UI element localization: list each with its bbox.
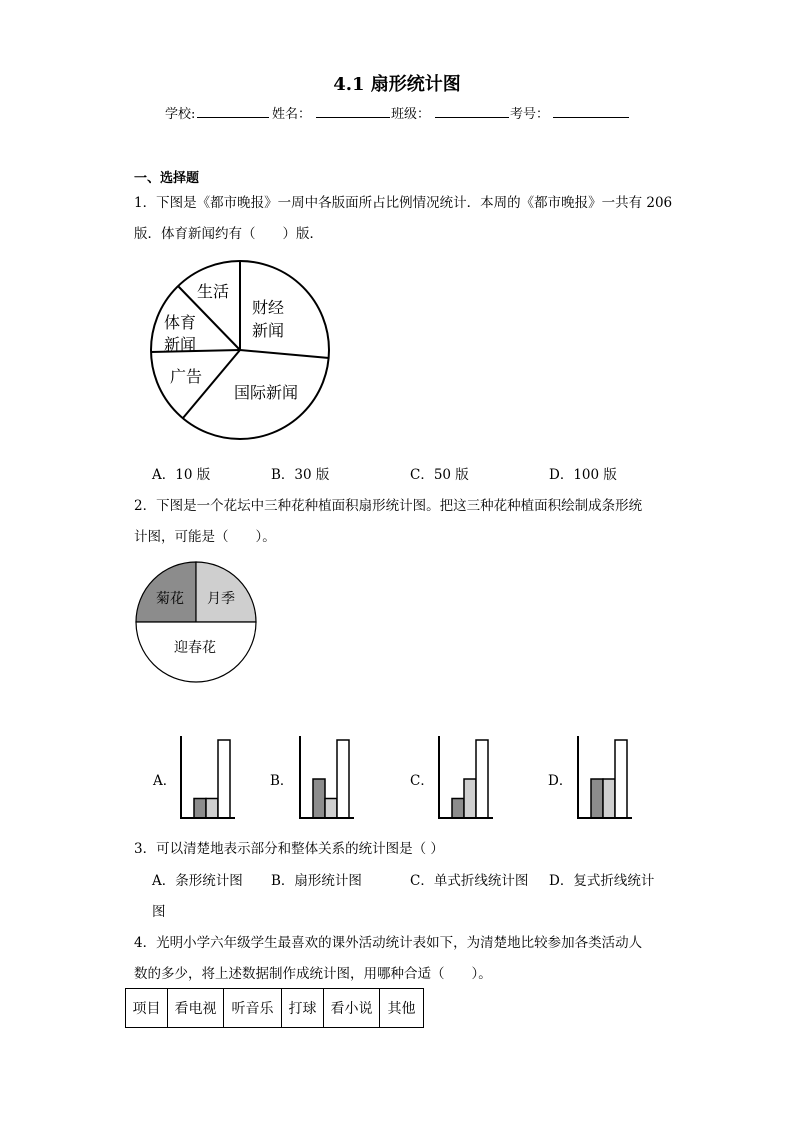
q2-bar-chart-c[interactable] bbox=[436, 736, 496, 820]
q2-bar-chart-d[interactable] bbox=[575, 736, 635, 820]
q2-text-line1: 2．下图是一个花坛中三种花种植面积扇形统计图。把这三种花种植面积绘制成条形统 bbox=[134, 498, 643, 514]
q1-option-c[interactable]: C．50 版 bbox=[410, 467, 469, 483]
page-title: 4.1 扇形统计图 bbox=[333, 74, 461, 95]
q3-option-c[interactable]: C．单式折线统计图 bbox=[410, 873, 529, 889]
q2-bar-chart-a[interactable] bbox=[178, 736, 238, 820]
q1-option-b[interactable]: B．30 版 bbox=[271, 467, 330, 483]
q1-text-line1: 1．下图是《都市晚报》一周中各版面所占比例情况统计．本周的《都市晚报》一共有 206 bbox=[134, 195, 673, 211]
q2-pie-label-juhua: 菊花 bbox=[156, 591, 184, 607]
q3-text-line1: 3．可以清楚地表示部分和整体关系的统计图是（ ） bbox=[134, 841, 444, 857]
q2-option-a[interactable]: A． bbox=[153, 773, 177, 789]
q3-option-d[interactable]: D．复式折线统计 bbox=[549, 873, 655, 889]
q2-pie-label-yueji: 月季 bbox=[207, 591, 235, 607]
class-label: 班级： bbox=[391, 107, 431, 122]
table-header-cell: 打球 bbox=[282, 989, 324, 1028]
table-header-cell: 看小说 bbox=[324, 989, 380, 1028]
bar-juhua bbox=[591, 779, 603, 818]
bar-yueji bbox=[464, 779, 476, 818]
bar-yueji bbox=[325, 799, 337, 819]
section-heading: 一、选择题 bbox=[134, 171, 200, 186]
q2-pie-chart bbox=[135, 561, 259, 685]
q3-option-a[interactable]: A．条形统计图 bbox=[152, 873, 243, 889]
q2-option-b[interactable]: B． bbox=[270, 773, 294, 789]
q1-pie-label-caijing: 新闻 bbox=[252, 321, 285, 340]
bar-juhua bbox=[313, 779, 325, 818]
q2-text-line2: 计图，可能是（ ）。 bbox=[134, 529, 276, 545]
exam-no-blank[interactable] bbox=[553, 103, 629, 120]
q1-pie-label-guoji: 国际新闻 bbox=[234, 383, 299, 402]
table-header-cell: 听音乐 bbox=[224, 989, 282, 1028]
table-header-cell: 项目 bbox=[126, 989, 168, 1028]
table-header-cell: 其他 bbox=[380, 989, 424, 1028]
q1-pie-label-tiyu: 新闻 bbox=[164, 335, 197, 354]
bar-yingchun bbox=[615, 740, 627, 818]
q4-text-line2: 数的多少，将上述数据制作成统计图，用哪种合适（ ）。 bbox=[134, 966, 492, 982]
bar-yingchun bbox=[337, 740, 349, 818]
q1-pie-label-guanggao: 广告 bbox=[170, 367, 203, 386]
q1-option-a[interactable]: A．10 版 bbox=[152, 467, 211, 483]
q1-pie-label-tiyu: 体育 bbox=[164, 313, 197, 332]
q1-option-d[interactable]: D．100 版 bbox=[549, 467, 617, 483]
q4-activity-table bbox=[125, 988, 424, 1028]
q1-pie-label-caijing: 财经 bbox=[252, 298, 285, 317]
table-header-cell: 看电视 bbox=[168, 989, 224, 1028]
bar-juhua bbox=[452, 799, 464, 819]
class-blank[interactable] bbox=[435, 103, 509, 120]
q3-option-b[interactable]: B．扇形统计图 bbox=[271, 873, 362, 889]
q2-option-d[interactable]: D． bbox=[548, 773, 573, 789]
bar-yueji bbox=[603, 779, 615, 818]
exam-no-label: 考号： bbox=[510, 107, 550, 122]
q4-text-line1: 4．光明小学六年级学生最喜欢的课外活动统计表如下，为清楚地比较参加各类活动人 bbox=[134, 935, 643, 951]
q1-text-line2: 版．体育新闻约有（ ）版． bbox=[134, 226, 323, 242]
q2-bar-chart-b[interactable] bbox=[297, 736, 357, 820]
name-label: 姓名： bbox=[272, 107, 312, 122]
q3-option-d-wrap: 图 bbox=[152, 904, 166, 920]
table-row bbox=[126, 989, 424, 1028]
bar-yingchun bbox=[218, 740, 230, 818]
bar-yueji bbox=[206, 799, 218, 819]
bar-yingchun bbox=[476, 740, 488, 818]
school-label: 学校: bbox=[165, 107, 196, 122]
school-blank[interactable] bbox=[197, 103, 269, 120]
q1-pie-label-shenghuo: 生活 bbox=[197, 282, 230, 301]
bar-juhua bbox=[194, 799, 206, 819]
name-blank[interactable] bbox=[316, 103, 390, 120]
q2-option-c[interactable]: C． bbox=[410, 773, 434, 789]
q1-pie-chart bbox=[150, 260, 332, 442]
q2-pie-label-yingchun: 迎春花 bbox=[174, 640, 216, 656]
